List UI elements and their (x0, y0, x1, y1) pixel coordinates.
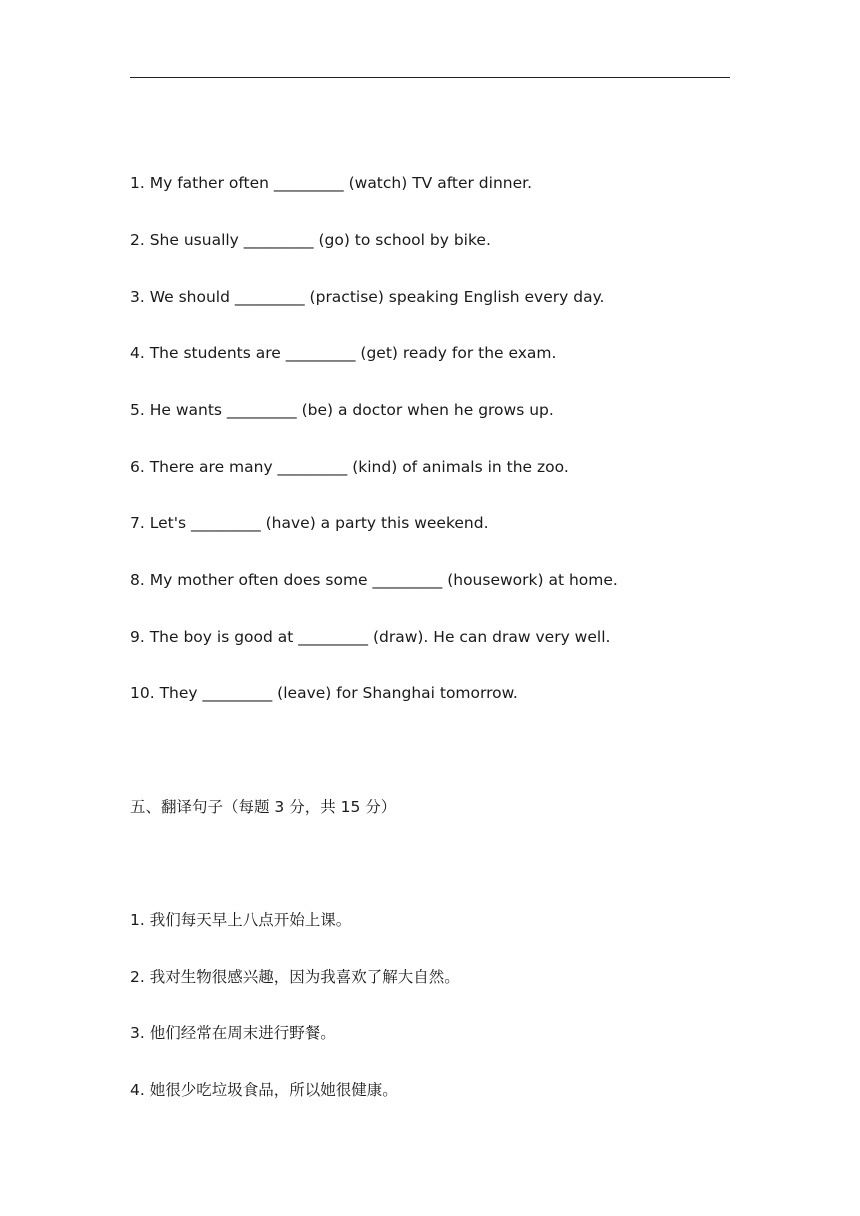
fill-in-item: 5. He wants _________ (be) a doctor when he grows up. (130, 401, 554, 419)
fill-in-item: 3. We should _________ (practise) speaking English every day. (130, 288, 605, 306)
fill-in-item: 2. She usually _________ (go) to school by bike. (130, 231, 491, 249)
fill-in-item: 7. Let's _________ (have) a party this weekend. (130, 514, 489, 532)
translation-section-heading: 五、翻译句子（每题 3 分，共 15 分） (130, 798, 397, 816)
translation-item: 1. 我们每天早上八点开始上课。 (130, 911, 352, 929)
fill-in-item: 8. My mother often does some _________ (housework) at home. (130, 571, 618, 589)
translation-item: 2. 我对生物很感兴趣，因为我喜欢了解大自然。 (130, 968, 460, 986)
fill-in-item: 10. They _________ (leave) for Shanghai tomorrow. (130, 684, 518, 702)
translation-item: 4. 她很少吃垃圾食品，所以她很健康。 (130, 1081, 398, 1099)
header-rule (130, 77, 730, 78)
fill-in-item: 9. The boy is good at _________ (draw). He can draw very well. (130, 628, 611, 646)
fill-in-item: 6. There are many _________ (kind) of animals in the zoo. (130, 458, 569, 476)
fill-in-item: 1. My father often _________ (watch) TV after dinner. (130, 174, 533, 192)
fill-in-item: 4. The students are _________ (get) ready for the exam. (130, 344, 557, 362)
translation-item: 3. 他们经常在周末进行野餐。 (130, 1024, 336, 1042)
